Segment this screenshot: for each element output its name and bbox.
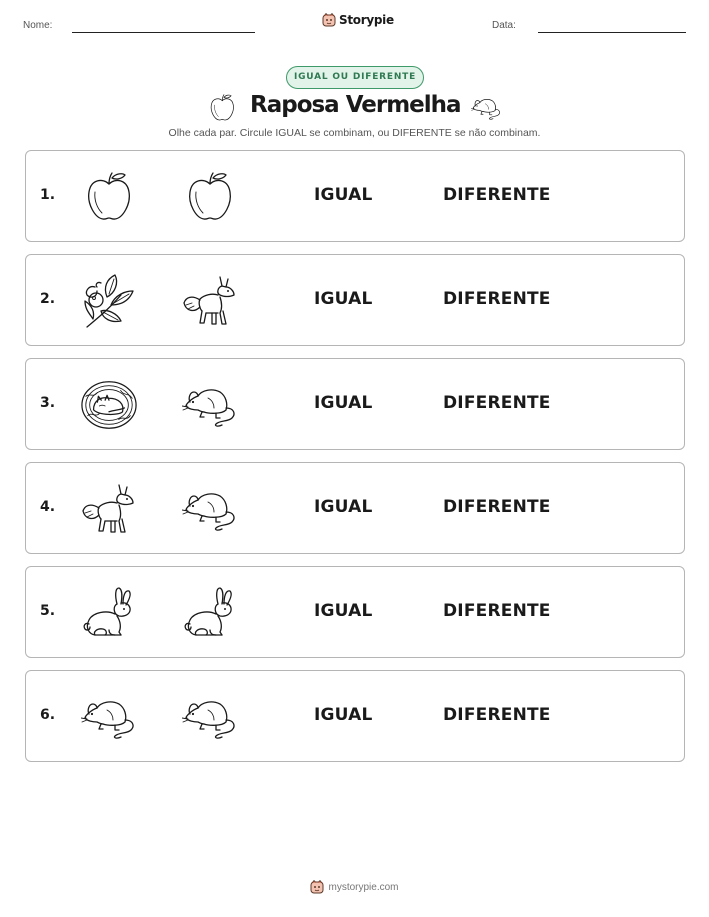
worksheet-header [0,0,709,50]
choice-diferente[interactable]: DIFERENTE [443,393,551,413]
page-title: Raposa Vermelha [250,92,461,118]
name-field[interactable] [72,32,255,33]
choice-igual[interactable]: IGUAL [314,497,373,517]
question-number: 5. [40,603,56,619]
brand-logo [322,13,394,27]
choice-diferente[interactable]: DIFERENTE [443,497,551,517]
footer [0,880,709,894]
question-row [25,254,685,346]
question-number: 2. [40,291,56,307]
choice-diferente[interactable]: DIFERENTE [443,601,551,621]
storypie-mascot-icon [310,880,324,894]
choice-igual[interactable]: IGUAL [314,289,373,309]
apple-icon [181,169,239,225]
berry-branch-icon [80,273,138,329]
question-number: 1. [40,187,56,203]
question-list [25,150,685,774]
apple-icon [80,169,138,225]
question-number: 6. [40,707,56,723]
choice-igual[interactable]: IGUAL [314,393,373,413]
fox-icon [80,481,138,537]
worksheet-badge: IGUAL OU DIFERENTE [286,66,424,89]
choice-igual[interactable]: IGUAL [314,185,373,205]
choice-diferente[interactable]: DIFERENTE [443,185,551,205]
mouse-icon [181,481,239,537]
mouse-icon [181,689,239,745]
choice-diferente[interactable]: DIFERENTE [443,705,551,725]
fox-icon [181,273,239,329]
date-field[interactable] [538,32,686,33]
choice-igual[interactable]: IGUAL [314,601,373,621]
question-number: 4. [40,499,56,515]
question-row [25,566,685,658]
title-row [0,92,709,124]
footer-url[interactable]: mystorypie.com [328,881,399,893]
question-row [25,150,685,242]
instructions: Olhe cada par. Circule IGUAL se combinam, ou DIFERENTE se não combinam. [168,127,541,139]
mouse-icon [181,377,239,433]
fox-den-icon [80,377,138,433]
name-label: Nome: [23,20,53,31]
mouse-icon [471,95,502,120]
choice-diferente[interactable]: DIFERENTE [443,289,551,309]
apple-icon [208,93,237,123]
storypie-mascot-icon [322,13,336,27]
mouse-icon [80,689,138,745]
rabbit-icon [80,585,138,641]
question-row [25,670,685,762]
question-row [25,358,685,450]
choice-igual[interactable]: IGUAL [314,705,373,725]
question-row [25,462,685,554]
rabbit-icon [181,585,239,641]
question-number: 3. [40,395,56,411]
date-label: Data: [492,20,516,31]
brand-name: Storypie [339,13,394,27]
